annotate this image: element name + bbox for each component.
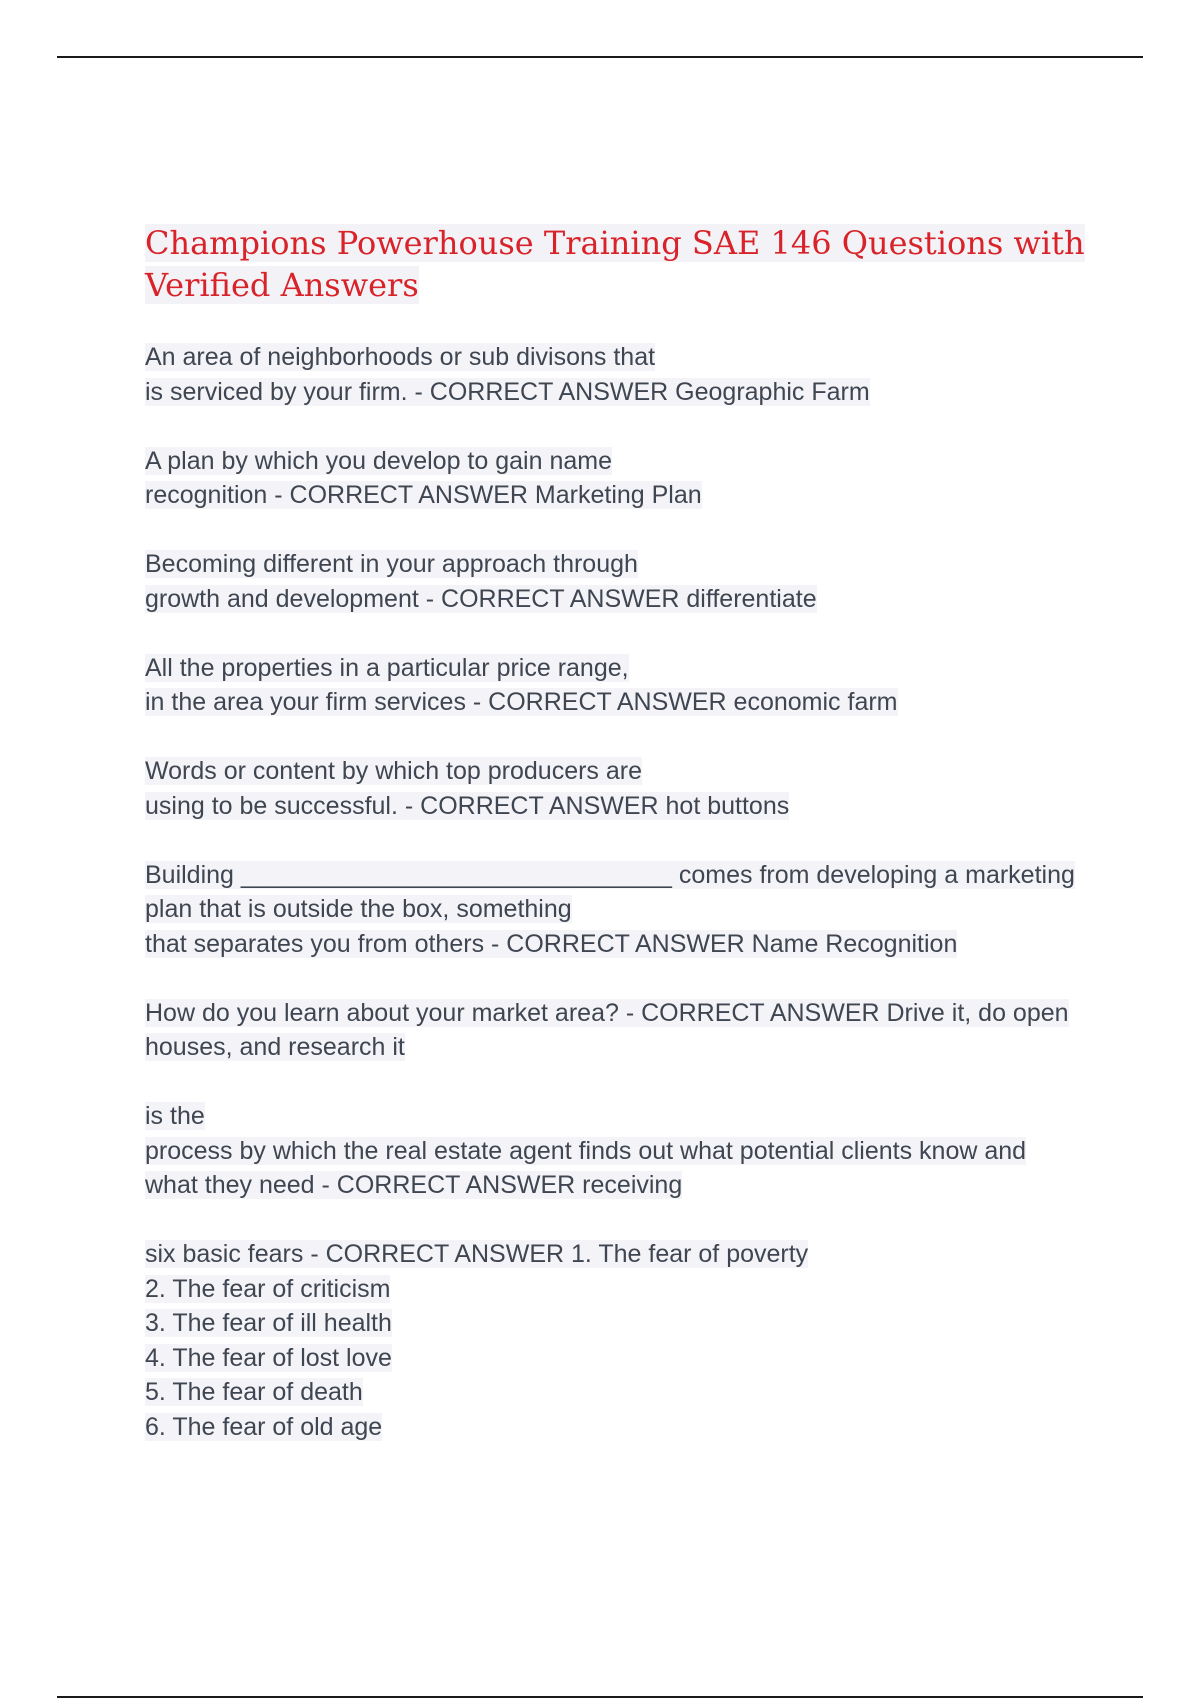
qa-entry [145, 547, 1085, 616]
qa-entry [145, 340, 1085, 409]
title-line: Verified Answers [145, 266, 419, 304]
entry-text: using to be successful. - CORRECT ANSWER hot buttons [145, 791, 790, 820]
document-body [145, 222, 1085, 1479]
entry-text: six basic fears - CORRECT ANSWER 1. The fear of poverty [145, 1240, 809, 1268]
entry-text: All the properties in a particular price range, [145, 653, 629, 682]
entry-text: process by which the real estate agent finds out what potential clients know and [145, 1136, 1027, 1165]
entry-text: plan that is outside the box, something [145, 895, 572, 923]
bottom-divider [57, 1696, 1143, 1698]
entry-text: An area of neighborhoods or sub divisons that [145, 343, 656, 371]
entry-text: Becoming different in your approach through [145, 550, 638, 578]
qa-entry [145, 1099, 1085, 1203]
qa-entry [145, 444, 1085, 513]
entry-text: A plan by which you develop to gain name [145, 446, 612, 475]
entry-text: is the [145, 1102, 205, 1130]
qa-entry [145, 858, 1085, 962]
entry-text: recognition - CORRECT ANSWER Marketing Plan [145, 481, 702, 509]
qa-entry [145, 651, 1085, 720]
document-title [145, 222, 1085, 306]
title-line: Champions Powerhouse Training SAE 146 Questions with [145, 224, 1085, 262]
entry-text: is serviced by your firm. - CORRECT ANSWER Geographic Farm [145, 377, 870, 406]
entry-text: 2. The fear of criticism [145, 1274, 391, 1303]
qa-entry [145, 996, 1085, 1065]
entry-text: 3. The fear of ill health [145, 1309, 392, 1337]
entry-text: Building _______________________________ comes from developing a marketing [145, 860, 1075, 889]
qa-entry [145, 1237, 1085, 1444]
entry-text: Words or content by which top producers are [145, 757, 643, 785]
entry-text: that separates you from others - CORRECT ANSWER Name Recognition [145, 929, 958, 958]
entry-text: growth and development - CORRECT ANSWER differentiate [145, 584, 817, 613]
entry-text: How do you learn about your market area? - CORRECT ANSWER Drive it, do open [145, 998, 1069, 1027]
entry-text: houses, and research it [145, 1033, 405, 1061]
entry-text: 6. The fear of old age [145, 1412, 383, 1441]
entry-text: in the area your firm services - CORRECT ANSWER economic farm [145, 688, 898, 716]
qa-entry [145, 754, 1085, 823]
entry-text: what they need - CORRECT ANSWER receiving [145, 1171, 683, 1199]
top-divider [57, 56, 1143, 58]
entry-text: 4. The fear of lost love [145, 1343, 392, 1372]
entry-text: 5. The fear of death [145, 1378, 363, 1406]
